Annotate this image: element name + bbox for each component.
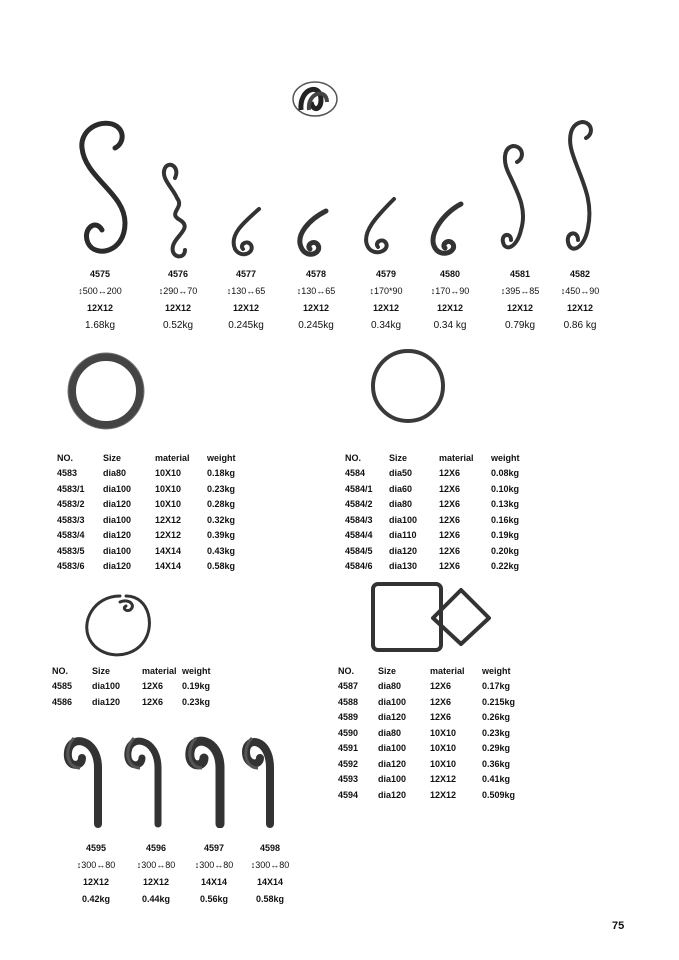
header-no: NO.	[57, 452, 74, 463]
cell-weight: 0.26kg	[482, 712, 511, 723]
table-row	[57, 466, 236, 482]
product-weight: 0.245kg	[228, 320, 264, 331]
cell-size: dia100	[378, 743, 407, 754]
cell-weight: 0.43kg	[207, 545, 236, 556]
header-material: material	[430, 665, 465, 676]
product-number: 4580	[439, 269, 461, 279]
cell-material: 12X6	[430, 681, 452, 692]
cell-no: 4583/2	[57, 499, 85, 510]
table-row	[338, 694, 515, 710]
cell-material: 12X12	[155, 530, 182, 541]
hook-4598-picture	[240, 728, 300, 828]
scroll-4576-picture	[155, 158, 200, 263]
header-size: Size	[378, 665, 397, 676]
cell-weight: 0.17kg	[482, 681, 511, 692]
table-row	[338, 710, 515, 726]
product-weight: 0.52kg	[162, 320, 194, 331]
cell-weight: 0.28kg	[207, 499, 236, 510]
header-weight: weight	[207, 452, 236, 463]
cell-no: 4583/6	[57, 561, 85, 572]
cell-weight: 0.509kg	[482, 789, 516, 800]
cell-size: dia100	[389, 514, 418, 525]
cell-material: 12X12	[430, 774, 457, 785]
cell-no: 4585	[52, 681, 73, 692]
table-row	[52, 679, 211, 695]
cell-size: dia80	[378, 727, 402, 738]
cell-weight: 0.58kg	[207, 561, 236, 572]
product-material: 12X12	[142, 877, 170, 887]
cell-size: dia80	[103, 468, 127, 479]
cell-material: 12X6	[439, 483, 461, 494]
cell-no: 4591	[338, 743, 359, 754]
scroll-4580-picture	[425, 198, 467, 260]
table-row	[52, 694, 211, 710]
table-4583	[57, 450, 236, 574]
product-number: 4575	[89, 269, 111, 279]
table-row	[338, 725, 515, 741]
table-row	[57, 497, 236, 513]
table-row	[345, 512, 520, 528]
table-row	[57, 481, 236, 497]
cell-size: dia120	[378, 789, 407, 800]
product-number: 4598	[259, 843, 281, 853]
spiral-ring-4585-picture	[80, 588, 160, 662]
product-dimensions: ↕300↔80	[250, 860, 290, 870]
product-number: 4578	[305, 269, 327, 279]
cell-material: 12X6	[439, 468, 461, 479]
header-no: NO.	[338, 665, 355, 676]
scroll-4582-picture	[558, 118, 603, 260]
cell-weight: 0.29kg	[482, 743, 511, 754]
scroll-4575-picture	[70, 118, 135, 263]
product-weight: 0.44kg	[141, 894, 171, 904]
cell-no: 4592	[338, 758, 359, 769]
coil-picture	[291, 80, 339, 118]
cell-no: 4584/4	[345, 530, 373, 541]
table-row	[345, 543, 520, 559]
product-weight: 0.34kg	[370, 320, 402, 331]
product-4595	[66, 840, 126, 908]
product-4577	[216, 266, 276, 334]
product-dimensions: ↕170↔90	[430, 286, 470, 296]
cell-no: 4584/2	[345, 499, 373, 510]
cell-material: 12X6	[142, 696, 164, 707]
table-row	[338, 787, 515, 803]
cell-no: 4587	[338, 681, 359, 692]
scroll-4581-picture	[495, 140, 535, 260]
cell-size: dia80	[378, 681, 402, 692]
cell-material: 12X6	[439, 530, 461, 541]
product-number: 4579	[375, 269, 397, 279]
table-row	[57, 559, 236, 575]
product-dimensions: ↕300↔80	[136, 860, 176, 870]
product-number: 4577	[235, 269, 257, 279]
cell-weight: 0.19kg	[182, 681, 211, 692]
cell-material: 12X12	[155, 514, 182, 525]
header-size: Size	[92, 665, 111, 676]
cell-size: dia120	[103, 530, 132, 541]
cell-weight: 0.36kg	[482, 758, 511, 769]
cell-no: 4584/1	[345, 483, 373, 494]
cell-weight: 0.23kg	[182, 696, 211, 707]
cell-material: 12X6	[439, 499, 461, 510]
scroll-4577-picture	[225, 205, 265, 260]
product-4582	[550, 266, 610, 334]
cell-no: 4594	[338, 789, 359, 800]
cell-no: 4583/5	[57, 545, 85, 556]
ring-4584-picture	[368, 346, 448, 426]
table-row	[338, 772, 515, 788]
header-no: NO.	[345, 452, 362, 463]
product-dimensions: ↕130↔65	[296, 286, 336, 296]
product-number: 4597	[203, 843, 225, 853]
cell-no: 4583/4	[57, 530, 85, 541]
header-weight: weight	[182, 665, 211, 676]
table-row	[338, 741, 515, 757]
cell-size: dia120	[92, 696, 121, 707]
cell-weight: 0.10kg	[491, 483, 520, 494]
cell-no: 4584/6	[345, 561, 373, 572]
cell-size: dia100	[92, 681, 121, 692]
page-number: 75	[612, 920, 625, 932]
cell-no: 4583/1	[57, 483, 85, 494]
table-4587	[338, 663, 515, 803]
product-material: 12X12	[82, 877, 110, 887]
product-4575	[70, 266, 130, 334]
cell-size: dia50	[389, 468, 413, 479]
table-4585	[52, 663, 211, 710]
scroll-4579-picture	[358, 195, 400, 260]
cell-weight: 0.20kg	[491, 545, 520, 556]
product-material: 14X14	[256, 877, 284, 887]
cell-size: dia120	[103, 561, 132, 572]
cell-weight: 0.32kg	[207, 514, 236, 525]
product-number: 4576	[167, 269, 189, 279]
product-number: 4595	[85, 843, 107, 853]
cell-weight: 0.23kg	[482, 727, 511, 738]
product-4579	[356, 266, 416, 334]
hook-4596-picture	[120, 728, 180, 828]
product-material: 12X12	[436, 303, 464, 313]
product-4580	[420, 266, 480, 334]
product-dimensions: ↕395↔85	[500, 286, 540, 296]
table-row	[57, 512, 236, 528]
product-dimensions: ↕300↔80	[194, 860, 234, 870]
product-4578	[286, 266, 346, 334]
product-weight: 0.86 kg	[563, 320, 597, 331]
product-4581	[490, 266, 550, 334]
table-row	[345, 497, 520, 513]
cell-weight: 0.08kg	[491, 468, 520, 479]
cell-weight: 0.18kg	[207, 468, 236, 479]
cell-size: dia100	[103, 545, 132, 556]
table-row	[345, 528, 520, 544]
product-weight: 0.58kg	[255, 894, 285, 904]
cell-material: 12X6	[430, 696, 452, 707]
product-weight: 0.34 kg	[433, 320, 467, 331]
product-material: 14X14	[200, 877, 228, 887]
cell-size: dia130	[389, 561, 418, 572]
product-material: 12X12	[566, 303, 594, 313]
product-material: 12X12	[164, 303, 192, 313]
cell-no: 4586	[52, 696, 73, 707]
table-header	[57, 450, 236, 466]
cell-material: 12X6	[142, 681, 164, 692]
cell-size: dia110	[389, 530, 417, 541]
header-material: material	[142, 665, 177, 676]
cell-material: 12X6	[439, 514, 461, 525]
cell-weight: 0.23kg	[207, 483, 236, 494]
product-material: 12X12	[232, 303, 260, 313]
cell-material: 10X10	[430, 727, 457, 738]
cell-size: dia120	[103, 499, 132, 510]
ring-4583-picture	[64, 350, 148, 432]
cell-no: 4593	[338, 774, 359, 785]
table-row	[57, 543, 236, 559]
cell-size: dia100	[103, 483, 132, 494]
product-weight: 0.42kg	[81, 894, 111, 904]
cell-no: 4583	[57, 468, 78, 479]
product-dimensions: ↕290↔70	[158, 286, 198, 296]
product-dimensions: ↕500↔200	[78, 286, 122, 296]
cell-material: 10X10	[155, 468, 182, 479]
table-row	[345, 481, 520, 497]
product-weight: 0.79kg	[504, 320, 536, 331]
product-weight: 1.68kg	[84, 320, 116, 331]
cell-size: dia120	[378, 758, 407, 769]
table-row	[345, 559, 520, 575]
header-size: Size	[389, 452, 408, 463]
cell-material: 12X6	[439, 561, 461, 572]
cell-size: dia80	[389, 499, 413, 510]
hook-4595-picture	[60, 728, 120, 828]
product-4597	[184, 840, 244, 908]
cell-no: 4583/3	[57, 514, 85, 525]
product-material: 12X12	[86, 303, 114, 313]
header-no: NO.	[52, 665, 69, 676]
product-material: 12X12	[372, 303, 400, 313]
product-4576	[148, 266, 208, 334]
cell-size: dia60	[389, 483, 413, 494]
header-material: material	[439, 452, 474, 463]
cell-weight: 0.41kg	[482, 774, 511, 785]
cell-material: 12X12	[430, 789, 457, 800]
cell-weight: 0.22kg	[491, 561, 520, 572]
cell-no: 4584/3	[345, 514, 373, 525]
cell-material: 10X10	[430, 758, 457, 769]
cell-no: 4584/5	[345, 545, 373, 556]
product-material: 12X12	[506, 303, 534, 313]
cell-material: 14X14	[155, 545, 182, 556]
cell-weight: 0.16kg	[491, 514, 520, 525]
table-4584	[345, 450, 520, 574]
product-weight: 0.245kg	[298, 320, 334, 331]
product-4596	[126, 840, 186, 908]
cell-material: 12X6	[439, 545, 461, 556]
square-frame-4587-picture	[365, 578, 495, 658]
product-4598	[240, 840, 300, 908]
cell-no: 4590	[338, 727, 359, 738]
header-size: Size	[103, 452, 122, 463]
cell-no: 4584	[345, 468, 366, 479]
hook-4597-picture	[182, 728, 242, 828]
table-row	[338, 679, 515, 695]
header-weight: weight	[491, 452, 520, 463]
scroll-4578-picture	[292, 205, 332, 260]
product-number: 4582	[569, 269, 591, 279]
cell-material: 10X10	[155, 499, 182, 510]
cell-size: dia100	[378, 696, 407, 707]
table-row	[338, 756, 515, 772]
product-number: 4581	[509, 269, 531, 279]
cell-no: 4588	[338, 696, 359, 707]
table-row	[345, 466, 520, 482]
cell-no: 4589	[338, 712, 359, 723]
cell-weight: 0.19kg	[491, 530, 520, 541]
product-dimensions: ↕130↔65	[226, 286, 266, 296]
table-header	[52, 663, 211, 679]
cell-size: dia100	[103, 514, 132, 525]
product-material: 12X12	[302, 303, 330, 313]
cell-weight: 0.215kg	[482, 696, 516, 707]
product-dimensions: ↕170*90	[369, 286, 403, 296]
header-weight: weight	[482, 665, 511, 676]
cell-material: 10X10	[155, 483, 182, 494]
cell-size: dia100	[378, 774, 407, 785]
cell-size: dia120	[378, 712, 407, 723]
product-dimensions: ↕300↔80	[76, 860, 116, 870]
product-number: 4596	[145, 843, 167, 853]
table-header	[345, 450, 520, 466]
header-material: material	[155, 452, 190, 463]
cell-weight: 0.13kg	[491, 499, 520, 510]
cell-material: 12X6	[430, 712, 452, 723]
table-row	[57, 528, 236, 544]
cell-material: 14X14	[155, 561, 182, 572]
product-weight: 0.56kg	[199, 894, 229, 904]
table-header	[338, 663, 515, 679]
cell-material: 10X10	[430, 743, 457, 754]
product-dimensions: ↕450↔90	[560, 286, 600, 296]
cell-size: dia120	[389, 545, 418, 556]
cell-weight: 0.39kg	[207, 530, 236, 541]
